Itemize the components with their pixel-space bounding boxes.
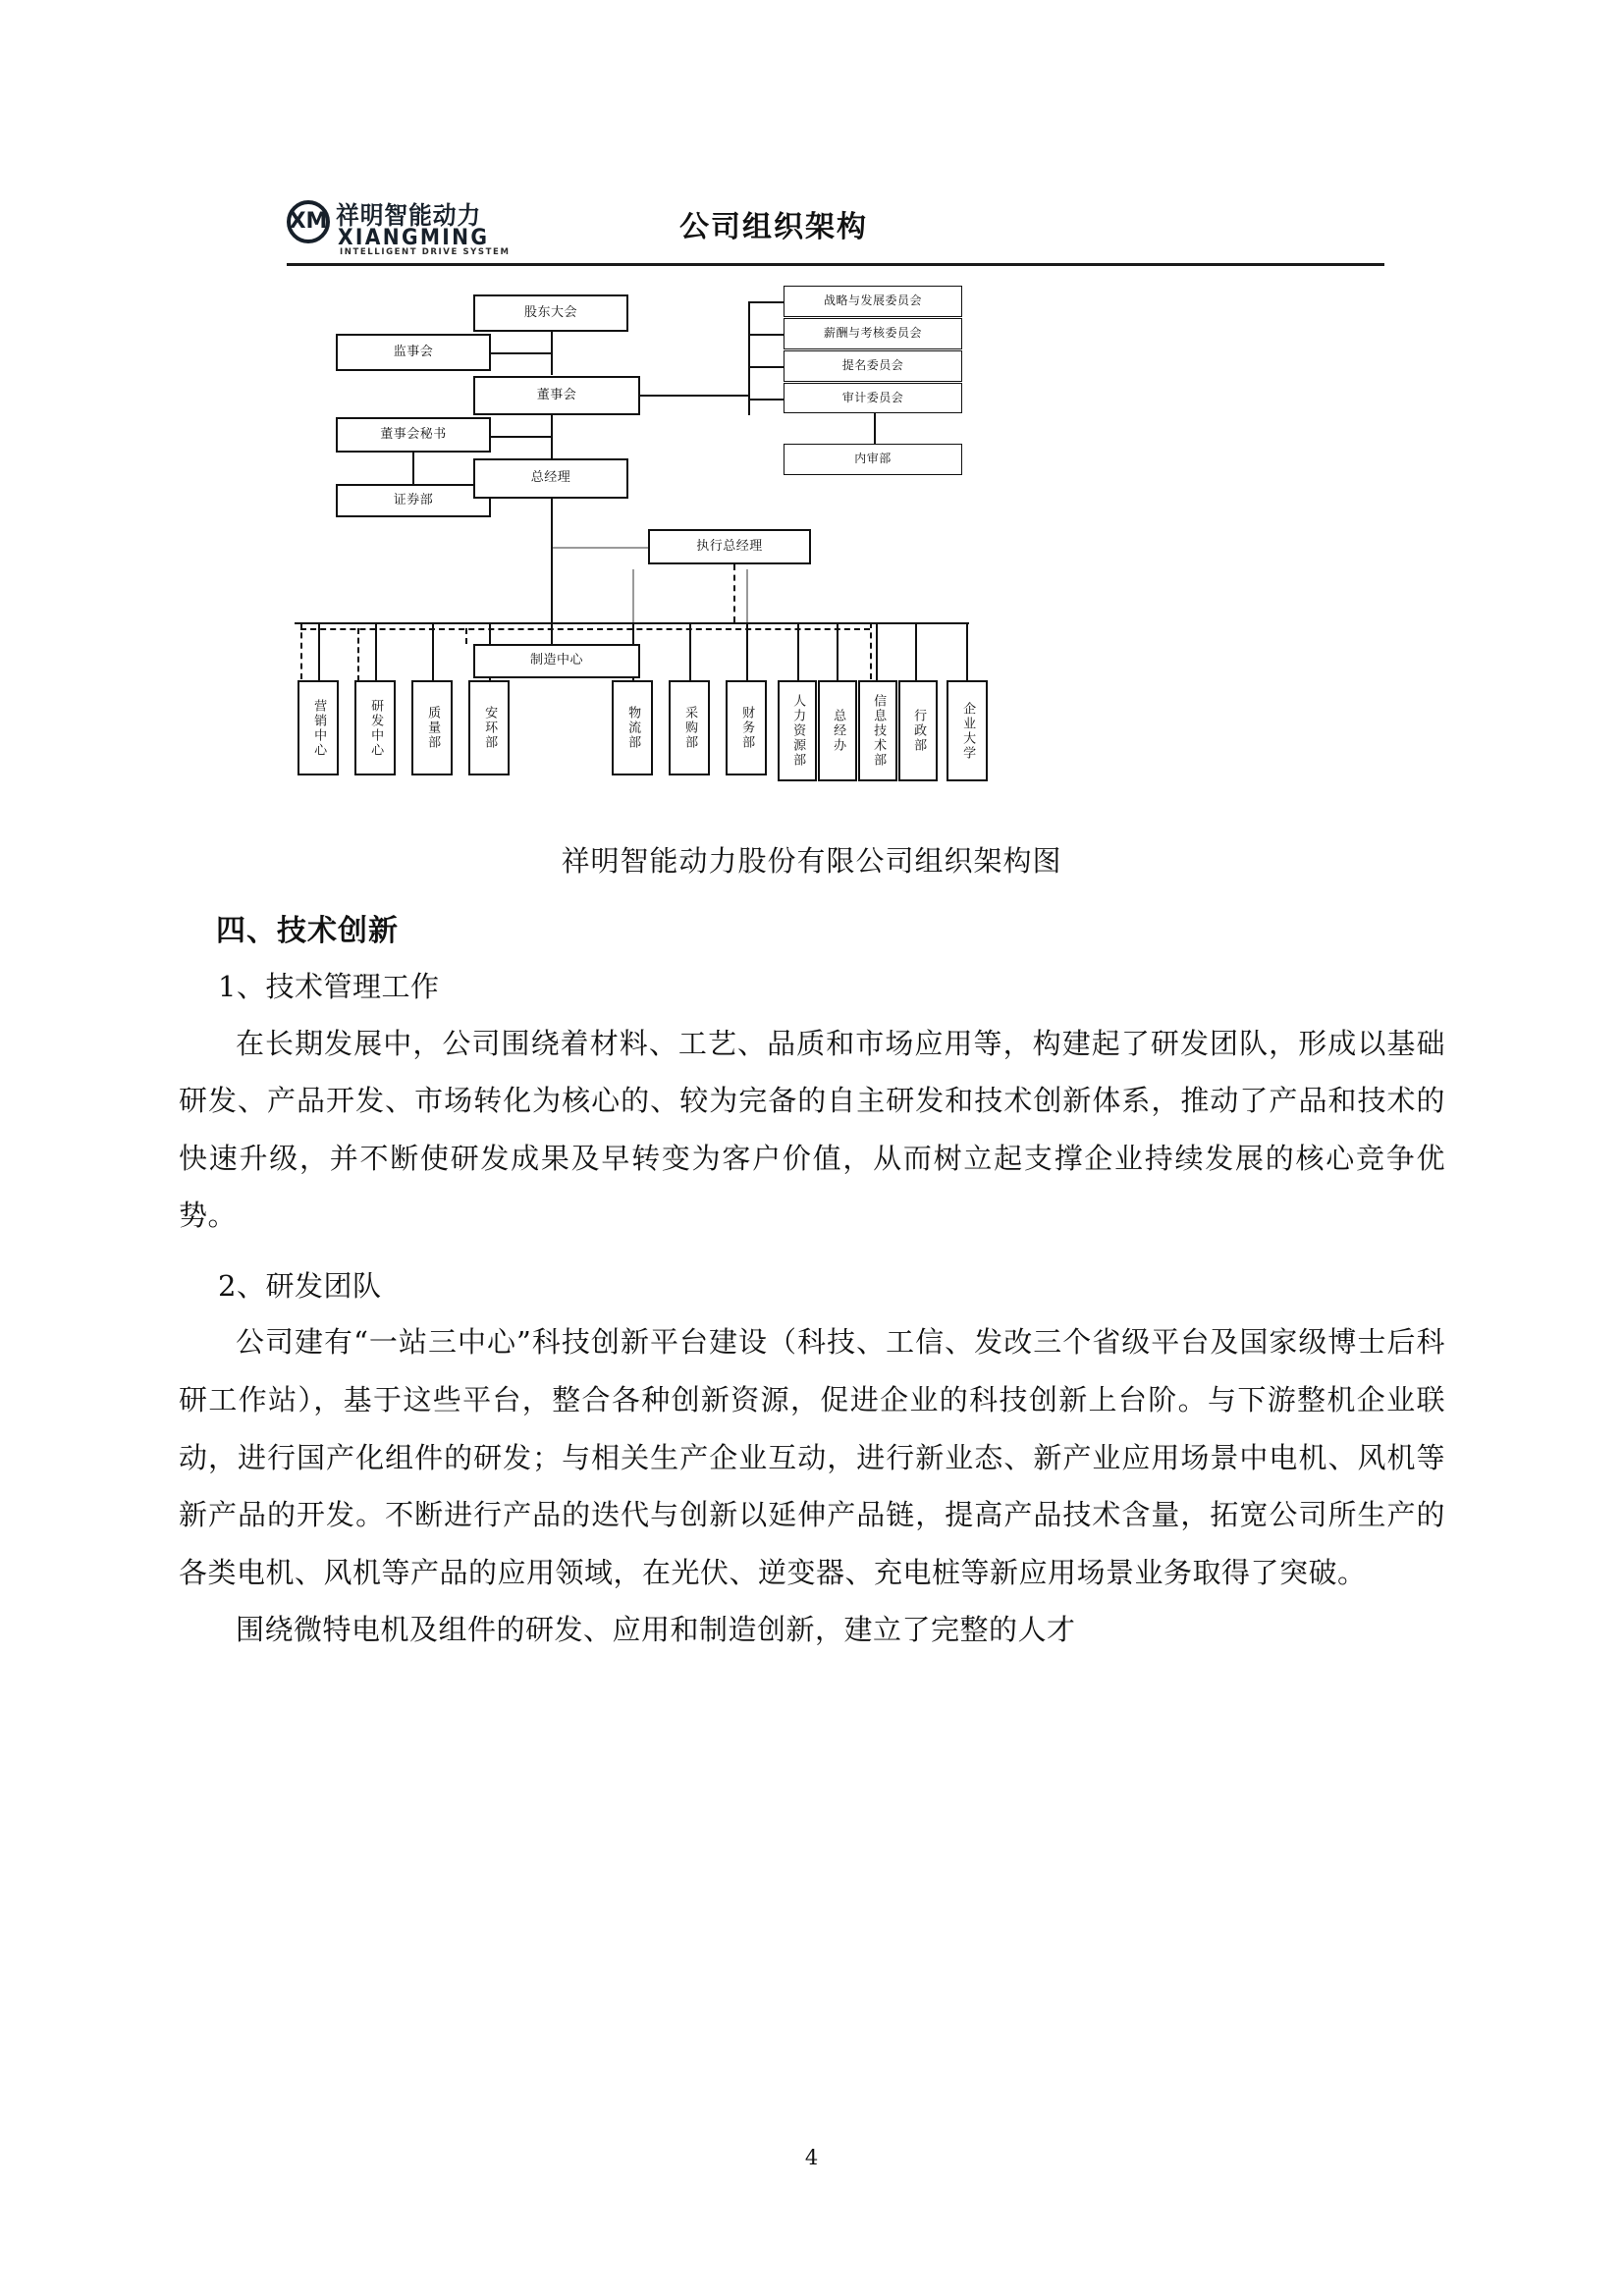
node-internal-audit-dept[interactable] [784,444,962,475]
department-bus-line [295,622,884,624]
drop-dashed-right [870,622,872,679]
node-label: 审计委员会 [841,390,904,404]
node-general-manager[interactable] [473,458,628,499]
paragraph-1: 在长期发展中，公司围绕着材料、工艺、品质和市场应用等，构建起了研发团队，形成以基础研发、产品开发、市场转化为核心的、较为完备的自主研发和技术创新体系，推动了产品和技术的快速升级，并不断使研发成果及早转变为客户价值，从而树立起支撑企业持续发展的核心竞争优势。 [179,1026,1445,1233]
node-label: 制造中心 [529,653,583,668]
node-label: 董事会 [536,387,577,402]
drop-rd [375,622,377,681]
node-audit-committee[interactable] [784,383,962,413]
node-marketing-center[interactable] [298,680,339,775]
logo-tagline: INTELLIGENT DRIVE SYSTEM [340,247,511,257]
subsection-heading-2: 2、研发团队 [218,1268,382,1303]
paragraph-spacer [179,1245,1445,1258]
node-label: 战略与发展委员会 [823,294,922,308]
node-label: 内审部 [854,452,892,466]
page-number: 4 [804,2146,819,2169]
faint-guide-2 [746,569,748,623]
node-finance-dept[interactable] [726,680,767,775]
connector-board-committees [640,395,750,397]
connector-committee-3 [748,366,784,368]
department-dashed-bus [300,628,870,630]
drop-purchasing [689,622,691,681]
node-board-secretary[interactable] [336,417,491,453]
connector-gm-execgm [551,547,648,549]
chart-header [287,196,1386,265]
chart-title: 公司组织架构 [679,210,868,244]
logo-chinese-name: 祥明智能动力 [336,201,482,230]
drop-finance [746,622,748,681]
connector-dashed-manufacturing [465,628,467,644]
company-logo [287,196,511,257]
subsection-heading-1: 1、技术管理工作 [218,970,440,1003]
node-gm-office[interactable] [818,680,857,781]
drop-it [876,622,878,681]
node-shareholders-meeting[interactable] [473,294,628,332]
node-label: 信息技术部 [871,694,887,768]
connector-committee-2 [748,334,784,336]
connector-secretary-securities [412,453,414,484]
node-supervisory-board[interactable] [336,334,491,371]
node-admin-dept[interactable] [898,680,938,781]
node-label: 安环部 [482,706,498,750]
node-executive-general-manager[interactable] [648,529,811,564]
drop-marketing [318,622,320,681]
node-label: 执行总经理 [696,538,763,554]
connector-supervisory-trunk [491,352,553,354]
section-heading: 四、技术创新 [216,914,399,948]
node-rd-center[interactable] [354,680,396,775]
node-hr-dept[interactable] [778,680,817,781]
drop-hr [797,622,799,681]
logo-mark-icon: XM [287,200,330,243]
node-compensation-committee[interactable] [784,318,962,349]
node-nomination-committee[interactable] [784,350,962,382]
node-label: 证券部 [393,492,434,507]
node-quality-dept[interactable] [411,680,453,775]
node-label: 监事会 [393,344,434,359]
drop-quality [432,622,434,681]
node-label: 质量部 [425,706,441,750]
connector-execgm-bus [733,564,735,622]
drop-dashed-rd [357,628,359,681]
node-label: 研发中心 [368,698,384,758]
logo-english-name: XIANGMING [338,226,490,250]
node-label: 企业大学 [960,701,976,761]
connector-secretary-trunk [491,436,553,438]
node-label: 提名委员会 [841,358,904,373]
node-corporate-university[interactable] [947,680,988,781]
node-label: 物流部 [625,706,641,750]
node-label: 总经办 [831,709,846,753]
node-label: 薪酬与考核委员会 [823,326,922,341]
figure-caption: 祥明智能动力股份有限公司组织架构图 [561,844,1062,878]
drop-admin [915,622,917,681]
header-divider [287,263,1384,266]
document-body [179,903,1445,1659]
node-it-dept[interactable] [858,680,897,781]
node-logistics-dept[interactable] [612,680,653,775]
node-label: 董事会秘书 [380,426,447,442]
node-label: 行政部 [911,709,927,753]
connector-committee-1 [748,301,784,303]
node-board-of-directors[interactable] [473,376,640,415]
connector-gm-down [551,499,553,622]
org-chart [287,275,1386,825]
paragraph-3: 围绕微特电机及组件的研发、应用和制造创新，建立了完整的人才 [236,1613,1076,1647]
node-label: 采购部 [682,706,698,750]
connector-audit-internalaudit [874,411,876,444]
faint-guide-1 [632,569,634,623]
node-manufacturing-center[interactable] [473,644,640,678]
drop-dashed-rd-left [300,622,302,679]
connector-bus-manufacturing [551,622,553,644]
node-label: 股东大会 [523,304,577,320]
drop-gmoffice [837,622,839,681]
connector-committee-4 [748,399,784,400]
node-securities-dept[interactable] [336,484,491,517]
node-purchasing-dept[interactable] [669,680,710,775]
node-label: 总经理 [530,470,571,486]
node-label: 营销中心 [311,698,327,758]
node-label: 财务部 [739,706,755,750]
drop-university [966,622,968,681]
node-label: 人力资源部 [790,694,806,768]
node-safety-environment-dept[interactable] [468,680,510,775]
node-strategy-committee[interactable] [784,286,962,317]
bus-extension-right [876,622,969,624]
paragraph-2: 公司建有“一站三中心”科技创新平台建设（科技、工信、发改三个省级平台及国家级博士后科研工作站），基于这些平台，整合各种创新资源，促进企业的科技创新上台阶。与下游整机企业联动，进行国产化组件的研发；与相关生产企业互动，进行新业态、新产业应用场景中电机、风机等新产品的开发。不断进行产品的迭代与创新以延伸产品链，提高产品技术含量，拓宽公司所生产的各类电机、风机等产品的应用领域，在光伏、逆变器、充电桩等新应用场景业务取得了突破。 [179,1325,1445,1589]
